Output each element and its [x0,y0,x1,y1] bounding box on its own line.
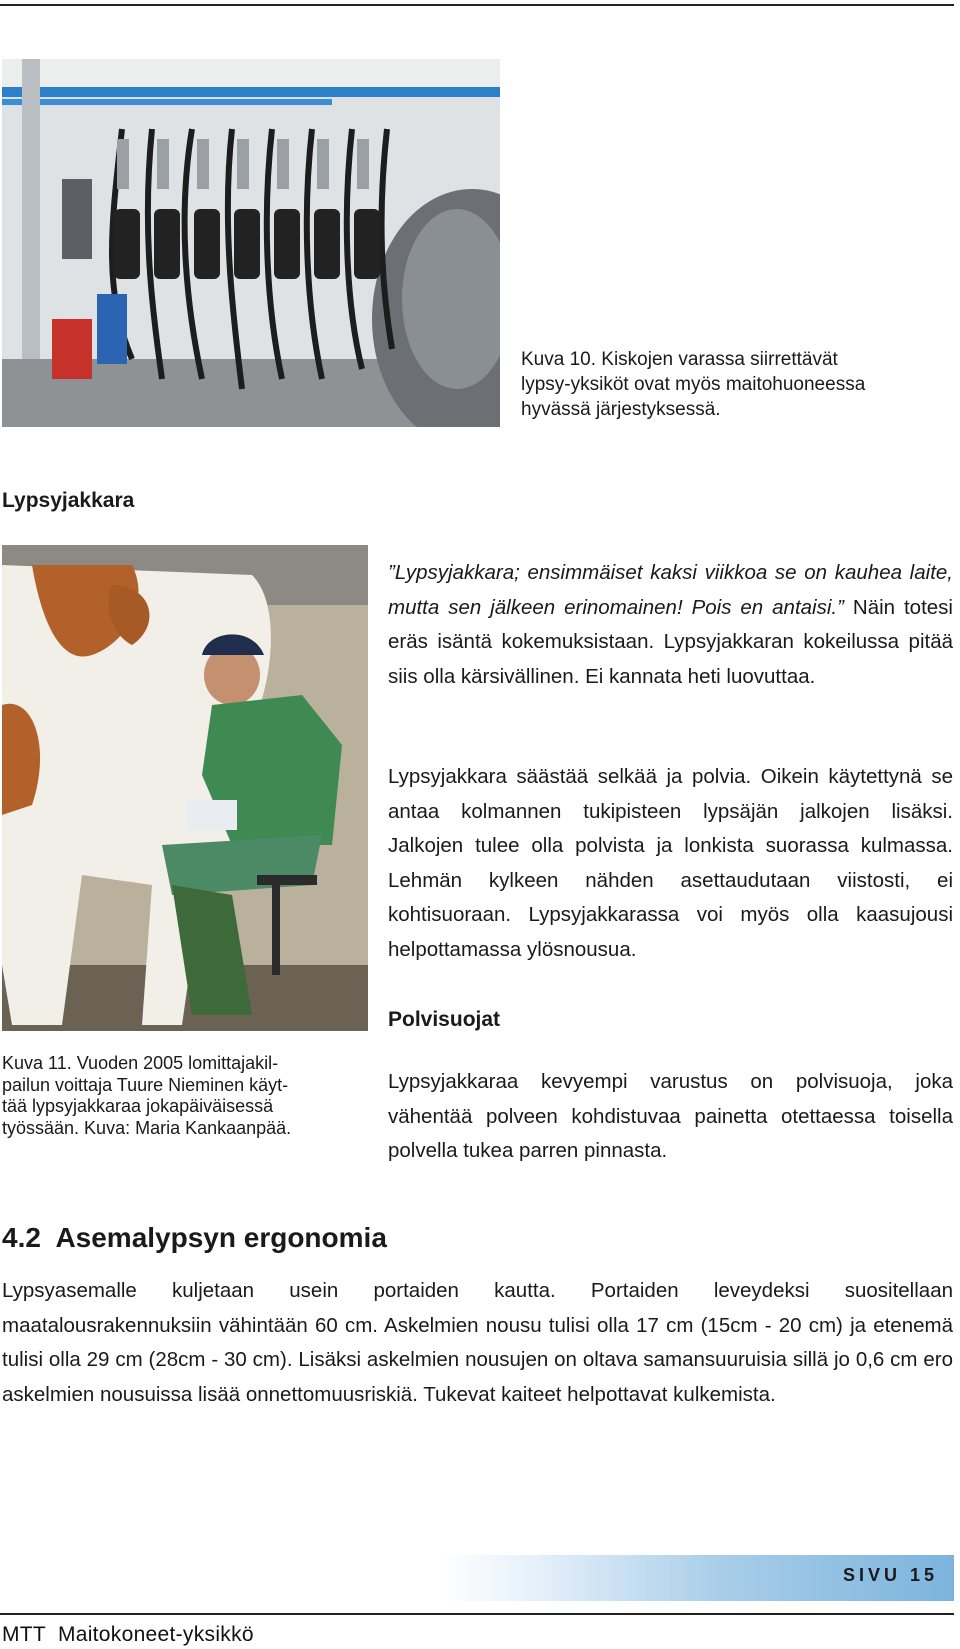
caption-line: työssään. Kuva: Maria Kankaanpää. [2,1117,292,1138]
figure-10-caption [521,347,941,422]
quote-paragraph [388,556,953,694]
caption-line: pailun voittaja Tuure Nieminen käyt- [2,1074,289,1095]
quote-normal: Näin totesi eräs isäntä kokemuksistaan. Lypsyjakkaran kokeilussa pitää siis olla kärsivällinen. Ei kannata heti luovuttaa. [388,595,953,688]
caption-line: lypsy-yksiköt ovat myös maitohuoneessa [521,374,866,395]
bottom-rule [0,1613,954,1615]
figure-11-caption [2,1053,362,1139]
section-heading: Lypsyjakkara [2,489,135,512]
farmer-milking-photo [2,545,368,1031]
caption-line: Kuva 10. Kiskojen varassa siirrettävät [521,349,838,370]
stool-paragraph: Lypsyjakkara säästää selkää ja polvia. Oikein käytettynä se antaa kolmannen tukipisteen lypsäjän jalkojen lisäksi. Jalkojen tulee olla polvista ja lonkista suorassa kulmassa. Lehmän kylkeen nähden asettaudutaan viistosti, ei kohtisuoraan. Lypsyjakkarassa voi myös olla kaasujousi helpottamassa ylösnousua. [388,765,953,961]
caption-line: hyvässä järjestyksessä. [521,399,721,420]
knee-pad-paragraph: Lypsyjakkaraa kevyempi varustus on polvisuoja, joka vähentää polveen kohdistuvaa painetta otettaessa toisella polvella tukea parren pinnasta. [388,1070,953,1162]
stairs-paragraph: Lypsyasemalle kuljetaan usein portaiden kautta. Portaiden leveydeksi suositellaan maatalousrakennuksiin vähintään 60 cm. Askelmien nousu tulisi olla 17 cm (15cm - 20 cm) ja etenemä tulisi olla 29 cm (28cm - 30 cm). Lisäksi askelmien nousujen on oltava samansuuruisia sillä jo 0,6 cm ero askelmien nousuissa lisää onnettomuusriskiä. Tukevat kaiteet helpottavat kulkemista. [2,1279,953,1406]
top-rule [0,4,954,6]
caption-line: Kuva 11. Vuoden 2005 lomittajakil- [2,1053,279,1073]
milking-units-photo [2,59,500,427]
page-number: SIVU 15 [842,1565,938,1585]
publisher-footer: MTT Maitokoneet-yksikkö [2,1623,254,1646]
caption-line: tää lypsyjakkaraa jokapäiväisessä [2,1096,274,1116]
subheading-polvisuojat: Polvisuojat [388,1008,501,1031]
chapter-heading: 4.2 Asemalypsyn ergonomia [2,1222,387,1253]
quote-italic: ”Lypsyjakkara; ensimmäiset kaksi viikkoa se on kauhea laite, mutta sen jälkeen erinomainen! Pois en antaisi.” [388,561,953,619]
